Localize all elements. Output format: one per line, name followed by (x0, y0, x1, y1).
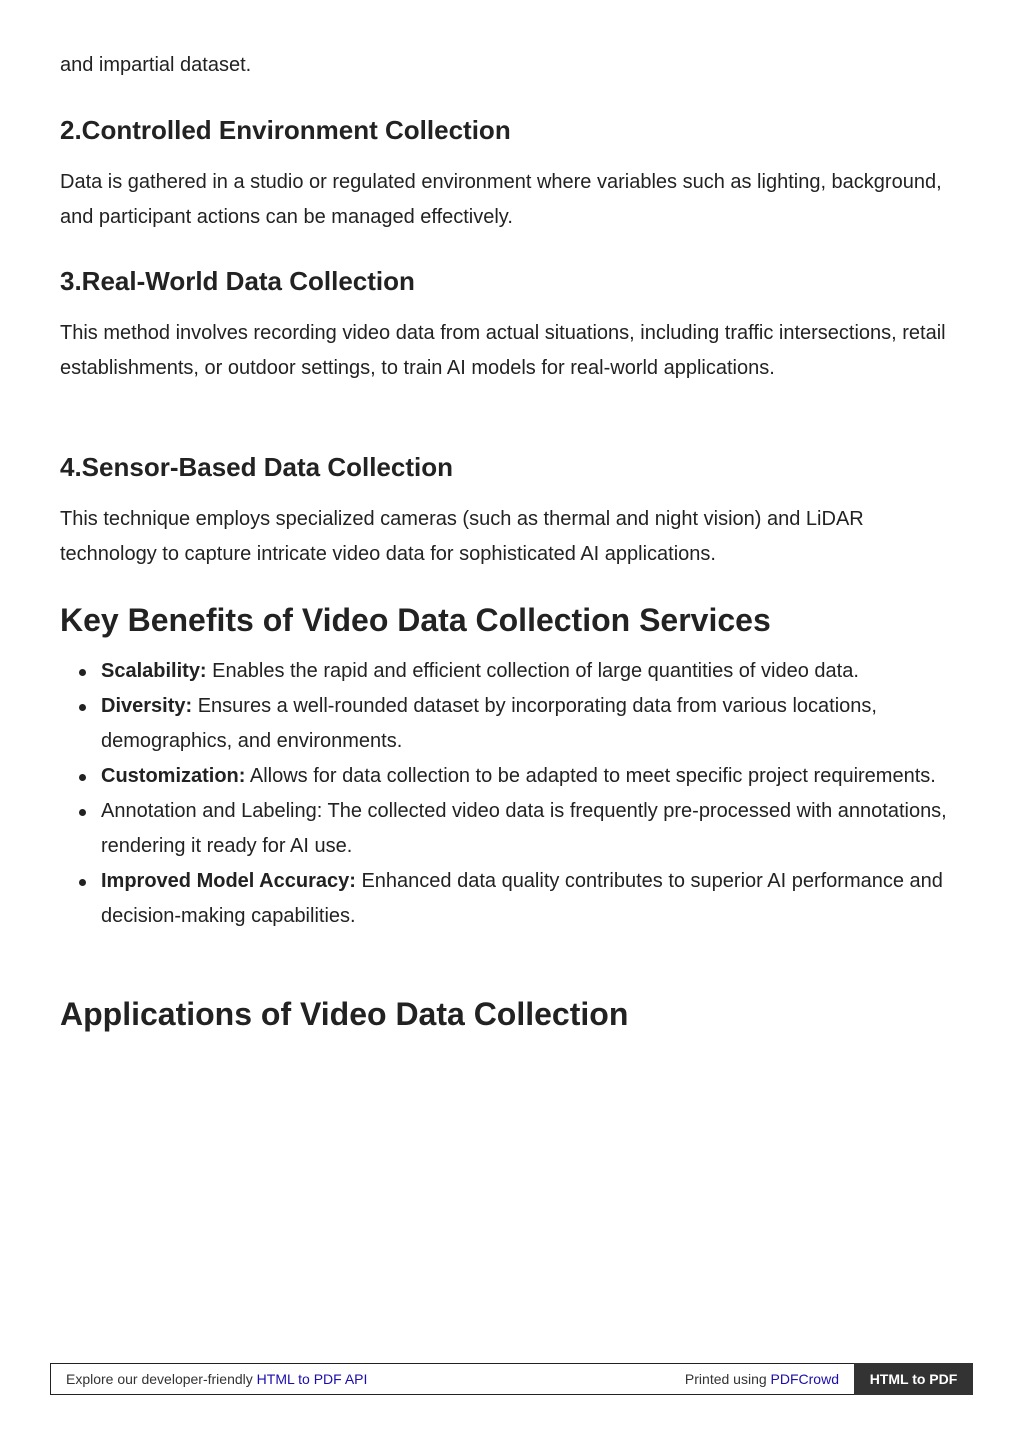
benefit-term: Improved Model Accuracy: (101, 870, 356, 892)
list-item-scalability (101, 654, 1001, 689)
intro-tail-text: and impartial dataset. (60, 54, 252, 76)
list-item-customization (101, 759, 1001, 794)
bullet-icon (79, 774, 86, 781)
benefit-text: Ensures a well-rounded dataset by incorporating data from various locations, demographics, and environments. (101, 695, 877, 752)
footer-explore-text: Explore our developer-friendly (66, 1371, 257, 1387)
footer-printed (685, 1371, 839, 1387)
footer-printed-text: Printed using (684, 1371, 771, 1387)
pdfcrowd-link[interactable]: PDFCrowd (770, 1371, 839, 1387)
html-to-pdf-api-link[interactable]: HTML to PDF API (256, 1371, 368, 1387)
benefit-text: Enhanced data quality contributes to superior AI performance and decision-making capabilities. (101, 870, 943, 927)
list-item-diversity (101, 689, 1001, 759)
footer-explore (66, 1371, 367, 1387)
html-to-pdf-badge[interactable]: HTML to PDF (854, 1363, 973, 1395)
pdf-footer-bar (50, 1363, 973, 1395)
text-sensor-based: This technique employs specialized cameras (such as thermal and night vision) and LiDAR technology to capture intricate video data for sophisticated AI applications. (60, 508, 864, 565)
list-item-annotation (101, 794, 1001, 864)
text-real-world: This method involves recording video data from actual situations, including traffic intersections, retail establishments, or outdoor settings, to train AI models for real-world applications. (60, 322, 946, 379)
heading-real-world: 3.Real-World Data Collection (60, 266, 415, 296)
bullet-icon (79, 879, 86, 886)
heading-applications: Applications of Video Data Collection (60, 996, 629, 1032)
bullet-icon (79, 704, 86, 711)
benefit-text: Enables the rapid and efficient collection of large quantities of video data. (206, 660, 859, 682)
heading-sensor-based: 4.Sensor-Based Data Collection (60, 452, 453, 482)
bullet-icon (79, 809, 86, 816)
benefits-list (60, 654, 1001, 934)
text-controlled-environment: Data is gathered in a studio or regulated environment where variables such as lighting, background, and participant actions can be managed effectively. (60, 171, 942, 228)
bullet-icon (79, 669, 86, 676)
benefit-term: Customization: (101, 765, 246, 787)
benefit-text: Allows for data collection to be adapted to meet specific project requirements. (245, 765, 936, 787)
list-item-model-accuracy (101, 864, 1001, 934)
benefit-text: Annotation and Labeling: The collected video data is frequently pre-processed with annotations, rendering it ready for AI use. (101, 800, 947, 857)
heading-key-benefits: Key Benefits of Video Data Collection Services (60, 602, 771, 638)
benefit-term: Diversity: (101, 695, 193, 717)
heading-controlled-environment: 2.Controlled Environment Collection (60, 115, 511, 145)
benefit-term: Scalability: (101, 660, 207, 682)
